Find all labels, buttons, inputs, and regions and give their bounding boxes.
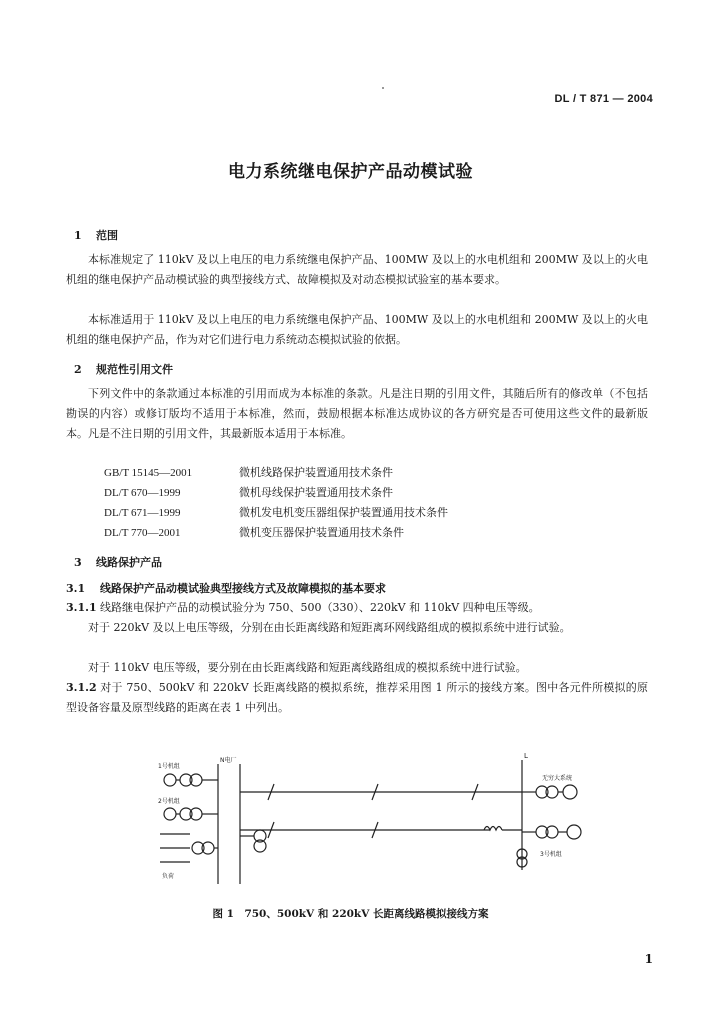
- section-1-paragraph-1: 本标准规定了 110kV 及以上电压的电力系统继电保护产品、100MW 及以上的水电机组和 200MW 及以上的火电机组的继电保护产品动模试验的典型接线方式、故障模拟及对动态模拟试验室的基本要求。: [66, 253, 648, 286]
- label-gen2: 2号机组: [158, 798, 180, 805]
- reference-item: [104, 483, 448, 503]
- standard-number: DL / T 871 — 2004: [554, 93, 653, 105]
- clause-3-1-2: [66, 678, 648, 718]
- section-number: 3: [74, 556, 82, 569]
- label-gen3: 3号机组: [540, 851, 562, 858]
- clause-text: 线路继电保护产品的动模试验分为 750、500（330）、220kV 和 110kV 四种电压等级。: [100, 601, 540, 614]
- generator-1-symbol: [164, 774, 176, 786]
- reference-title: 微机线路保护装置通用技术条件: [239, 466, 393, 479]
- reference-code: DL/T 770—2001: [104, 527, 181, 539]
- reference-title: 微机母线保护装置通用技术条件: [239, 486, 393, 499]
- clause-text: 对于 750、500kV 和 220kV 长距离线路的模拟系统，推荐采用图 1 所示的接线方案。图中各元件所模拟的原型设备容量及原型线路的距离在表 1 中列出。: [66, 681, 648, 714]
- clause-3-1-1-paragraph-3: 对于 110kV 电压等级，要分别在由长距离线路和短距离线路组成的模拟系统中进行试验。: [88, 661, 527, 674]
- page-number: 1: [644, 952, 653, 966]
- reference-code: GB/T 15145—2001: [104, 467, 193, 479]
- page-title: 电力系统继电保护产品动模试验: [228, 162, 473, 182]
- label-infinite: 无穷大系统: [542, 775, 573, 782]
- label-load: 负荷: [162, 873, 175, 880]
- clause-number: 3.1.2: [66, 681, 97, 694]
- reference-title: 微机发电机变压器组保护装置通用技术条件: [239, 506, 448, 519]
- section-2-paragraph-1: 下列文件中的条款通过本标准的引用而成为本标准的条款。凡是注日期的引用文件，其随后所有的修改单（不包括勘误的内容）或修订版均不适用于本标准，然而，鼓励根据本标准达成协议的各方研究是否可使用这些文件的最新版本。凡是不注日期的引用文件，其最新版本适用于本标准。: [66, 387, 648, 440]
- section-1-paragraph-2: 本标准适用于 110kV 及以上电压的电力系统继电保护产品、100MW 及以上的水电机组和 200MW 及以上的火电机组的继电保护产品，作为对它们进行电力系统动态模拟试验的依据。: [66, 313, 648, 346]
- figure-1-diagram: [150, 752, 600, 897]
- clause-3-1-1-paragraph-2: 对于 220kV 及以上电压等级，分别在由长距离线路和短距离环网线路组成的模拟系统中进行试验。: [88, 621, 571, 634]
- label-l: L: [524, 752, 528, 760]
- clause-number: 3.1.1: [66, 601, 97, 614]
- section-1-heading: [74, 227, 118, 243]
- section-title: 线路保护产品: [96, 556, 162, 569]
- reference-code: DL/T 671—1999: [104, 507, 181, 519]
- reference-title: 微机变压器保护装置通用技术条件: [239, 526, 404, 539]
- reference-item: [104, 503, 448, 523]
- label-gen1: 1号机组: [158, 763, 180, 770]
- section-3-heading: [74, 554, 162, 570]
- generator-3-source: [567, 825, 581, 839]
- figure-caption: 图 1 750、500kV 和 220kV 长距离线路模拟接线方案: [212, 908, 489, 920]
- reference-list: [104, 463, 448, 543]
- reference-item: [104, 523, 448, 543]
- section-title: 范围: [96, 229, 118, 242]
- section-2-heading: [74, 361, 173, 377]
- scan-speck: [382, 87, 384, 89]
- section-title: 规范性引用文件: [96, 363, 173, 376]
- subsection-3-1-heading: [66, 580, 386, 596]
- label-n: N电厂: [220, 757, 237, 764]
- clause-3-1-1: [66, 598, 648, 618]
- generator-2-symbol: [164, 808, 176, 820]
- subsection-number: 3.1: [66, 582, 86, 595]
- subsection-title: 线路保护产品动模试验典型接线方式及故障模拟的基本要求: [100, 582, 386, 595]
- infinite-system-source: [563, 785, 577, 799]
- reference-code: DL/T 670—1999: [104, 487, 181, 499]
- reference-item: [104, 463, 448, 483]
- section-number: 1: [74, 229, 82, 242]
- section-number: 2: [74, 363, 82, 376]
